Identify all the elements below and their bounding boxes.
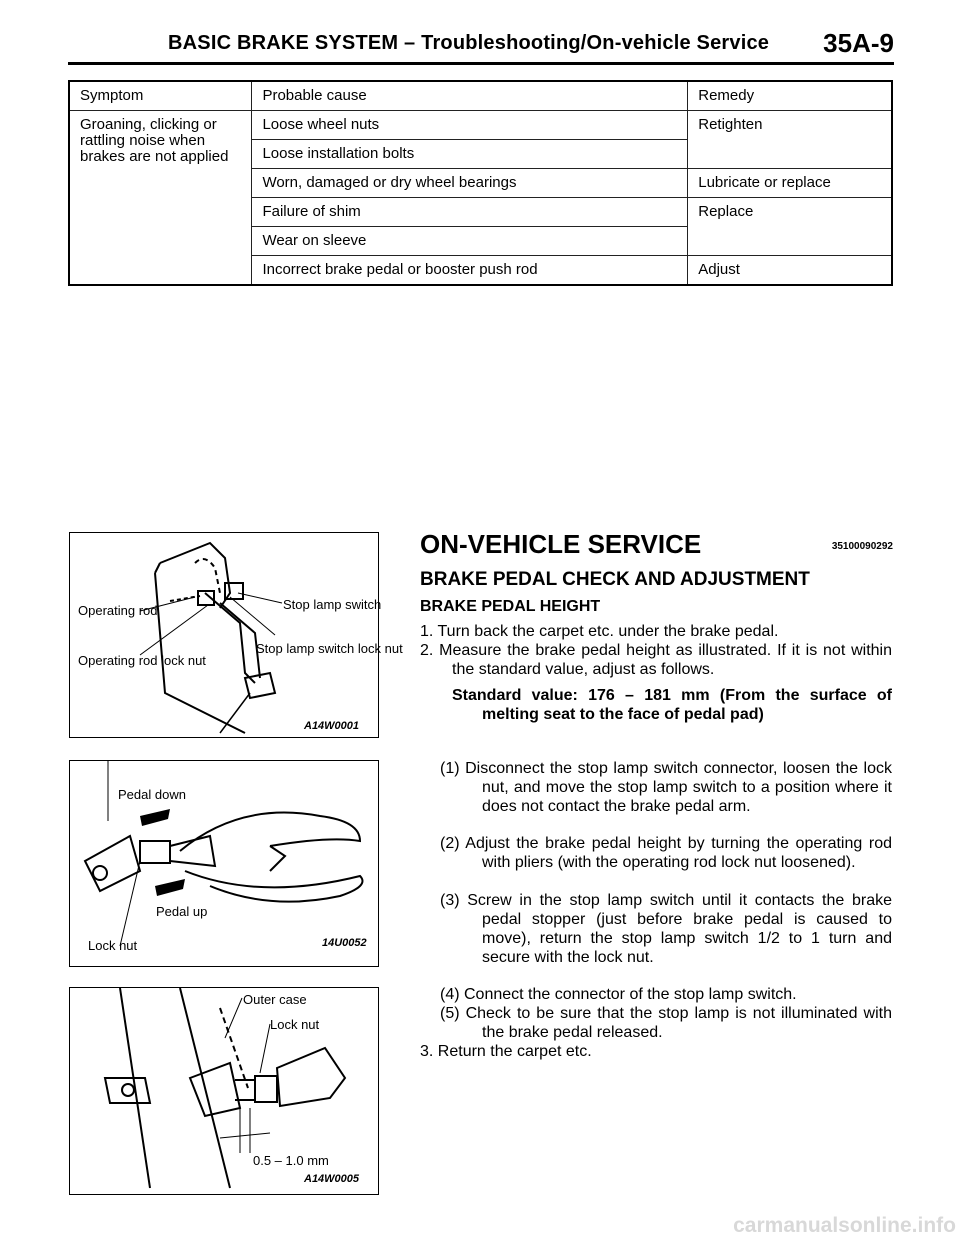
table-cell-remedy: Replace [688,198,892,256]
substep-4: (4) Connect the connector of the stop lamp switch. [440,986,797,1003]
label-operating-rod-lock-nut: Operating rod lock nut [78,653,206,668]
label-outer-case: Outer case [243,992,307,1007]
table-row [69,111,892,140]
label-lock-nut: Lock nut [270,1017,320,1032]
table-cell-cause: Worn, damaged or dry wheel bearings [252,169,688,198]
table-cell-remedy: Lubricate or replace [688,169,892,198]
step-2: 2. Measure the brake pedal height as illustrated. If it is not within the standard value, adjust as follows. [420,642,892,678]
figure-switch-clearance [69,987,379,1195]
switch-illustration [70,988,378,1194]
table-cell-cause: Failure of shim [252,198,688,227]
label-stop-lamp-switch: Stop lamp switch [283,597,382,612]
label-stop-lamp-switch-lock-nut: Stop lamp switch lock nut [256,641,403,656]
label-operating-rod: Operating rod [78,603,158,618]
subsubsection-title: BRAKE PEDAL HEIGHT [420,598,601,615]
table-cell-remedy: Adjust [688,256,892,286]
step-3: 3. Return the carpet etc. [420,1043,592,1060]
watermark: carmanualsonline.info [733,1214,956,1237]
figure-code: 14U0052 [322,937,367,949]
page-header-title: BASIC BRAKE SYSTEM – Troubleshooting/On-vehicle Service [168,32,770,54]
substep-3: (3) Screw in the stop lamp switch until it contacts the brake pedal stopper (just before brake pedal is caused to move), return the stop lamp switch 1/2 to 1 turn and secure with the lock nut. [440,892,892,966]
header-rule [68,62,894,65]
substep-2: (2) Adjust the brake pedal height by turning the operating rod with pliers (with the operating rod lock nut loosened). [440,835,892,871]
substep-1: (1) Disconnect the stop lamp switch connector, loosen the lock nut, and move the stop lamp switch to a position where it does not contact the brake pedal arm. [440,760,892,815]
figure-pliers-adjust [69,760,379,967]
label-pedal-up: Pedal up [156,904,208,919]
section-code: 35100090292 [831,541,893,552]
step-1: 1. Turn back the carpet etc. under the brake pedal. [420,623,779,640]
table-header-row [69,81,892,111]
pedal-illustration [70,533,403,737]
pliers-illustration [70,761,378,966]
label-pedal-down: Pedal down [118,787,186,802]
figure-pedal-height [69,532,403,738]
table-cell-cause: Wear on sleeve [252,227,688,256]
troubleshooting-table [68,80,893,286]
figure-code: A14W0005 [304,1173,360,1185]
subsection-title: BRAKE PEDAL CHECK AND ADJUSTMENT [420,569,810,590]
page-number: 35A-9 [823,28,894,58]
table-cell-cause: Incorrect brake pedal or booster push rod [252,256,688,286]
table-cell-symptom: Groaning, clicking or rattling noise when brakes are not applied [69,111,252,286]
label-clearance: 0.5 – 1.0 mm [253,1153,329,1168]
table-cell-cause: Loose installation bolts [252,140,688,169]
table-cell-remedy: Retighten [688,111,892,169]
table-header-symptom: Symptom [69,81,252,111]
table-cell-cause: Loose wheel nuts [252,111,688,140]
figure-code: A14W0001 [304,720,360,732]
substep-5: (5) Check to be sure that the stop lamp is not illuminated with the brake pedal released. [440,1005,892,1041]
table-header-remedy: Remedy [688,81,892,111]
table-header-cause: Probable cause [252,81,688,111]
label-lock-nut: Lock nut [88,938,138,953]
section-title: ON-VEHICLE SERVICE [420,529,702,559]
standard-value: Standard value: 176 – 181 mm (From the surface of melting seat to the face of pedal pad) [452,687,892,723]
